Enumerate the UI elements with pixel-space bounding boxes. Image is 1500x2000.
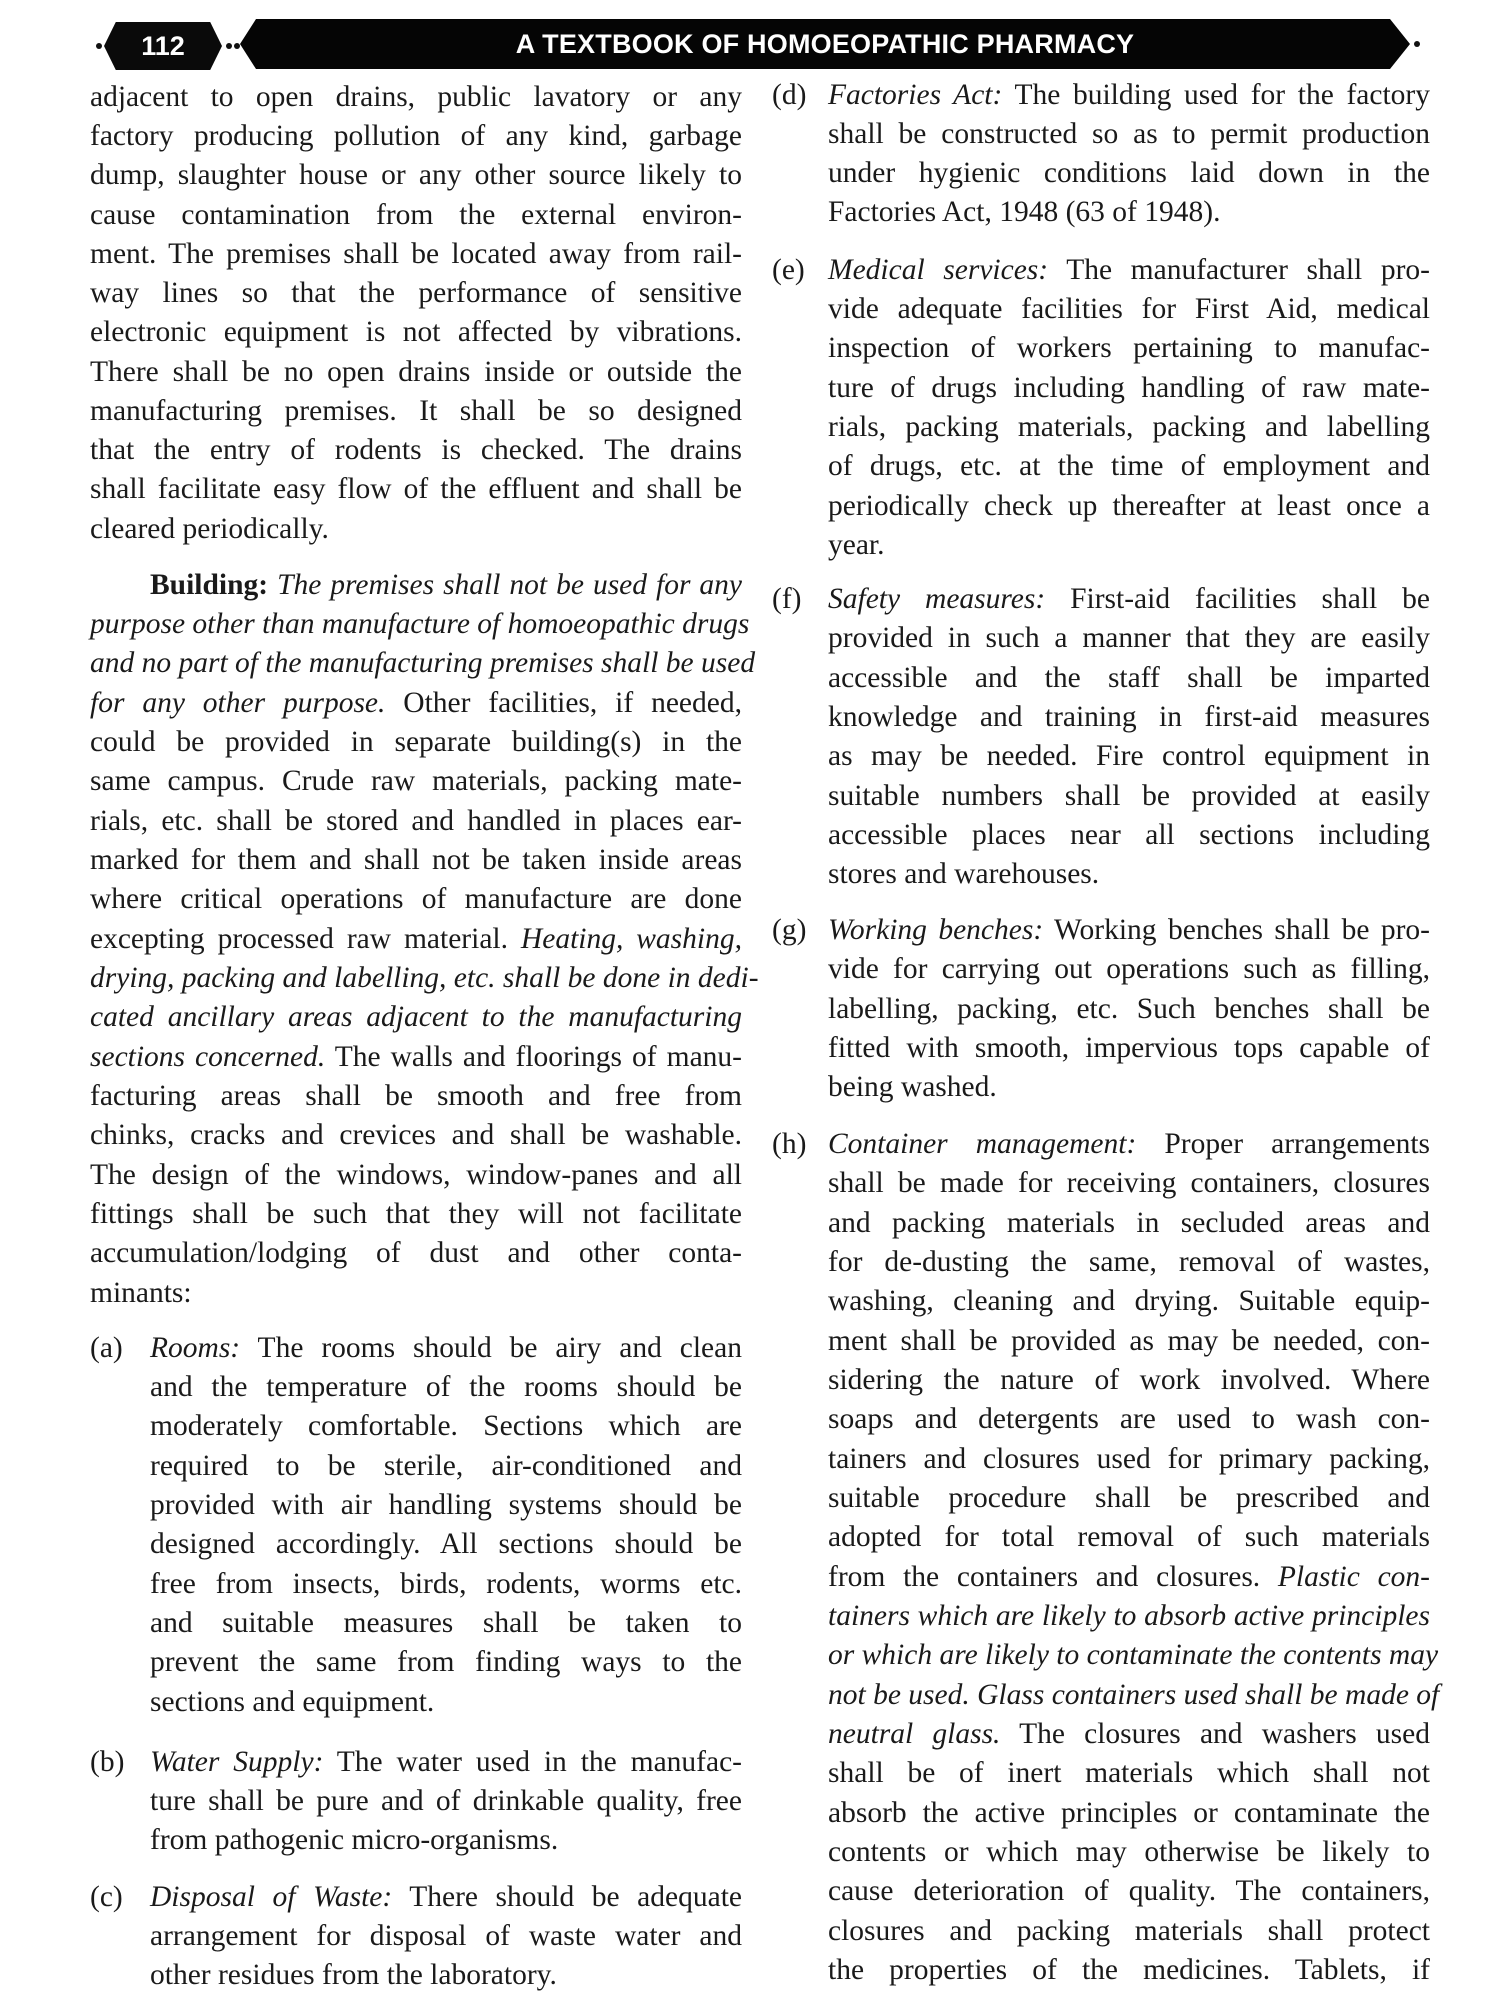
text-line: free from insects, birds, rodents, worms etc. bbox=[150, 1568, 742, 1600]
text-line: cause contamination from the external environ- bbox=[90, 199, 742, 231]
item-title: Safety measures: bbox=[828, 583, 1046, 615]
text-line: and packing materials in secluded areas and bbox=[828, 1207, 1430, 1239]
running-title: A TEXTBOOK OF HOMOEOPATHIC PHARMACY bbox=[515, 29, 1135, 59]
text-line: arrangement for disposal of waste water and bbox=[150, 1920, 742, 1952]
item-title: Rooms: bbox=[150, 1332, 241, 1364]
text-line: Medical services: The manufacturer shall pro- bbox=[828, 254, 1430, 286]
text-line: tainers which are likely to absorb active principles bbox=[828, 1600, 1430, 1632]
text-line: vide for carrying out operations such as filling, bbox=[828, 953, 1430, 985]
text-line: from the containers and closures. Plastic con- bbox=[828, 1561, 1430, 1593]
text-line: sections concerned. The walls and floorings of manu- bbox=[90, 1041, 742, 1073]
text-line: accumulation/lodging of dust and other conta- bbox=[90, 1237, 742, 1269]
item-title: Factories Act: bbox=[828, 79, 1003, 111]
text-line: chinks, cracks and crevices and shall be washable. bbox=[90, 1119, 742, 1151]
text-line: adjacent to open drains, public lavatory or any bbox=[90, 81, 742, 113]
text-line: closures and packing materials shall protect bbox=[828, 1915, 1430, 1947]
header-dot-left bbox=[96, 43, 102, 49]
text-line: neutral glass. The closures and washers used bbox=[828, 1718, 1430, 1750]
text-line: purpose other than manufacture of homoeopathic drugs bbox=[90, 608, 750, 640]
text-line: where critical operations of manufacture are done bbox=[90, 883, 742, 915]
list-label: (f) bbox=[772, 583, 802, 615]
text-line: that the entry of rodents is checked. The drains bbox=[90, 434, 742, 466]
text-line: inspection of workers pertaining to manufac- bbox=[828, 332, 1430, 364]
text-line: shall be of inert materials which shall not bbox=[828, 1757, 1430, 1789]
item-title: Water Supply: bbox=[150, 1746, 324, 1778]
text-line: Disposal of Waste: There should be adequate bbox=[150, 1881, 743, 1913]
text-line: prevent the same from finding ways to the bbox=[150, 1646, 742, 1678]
text-line: suitable procedure shall be prescribed and bbox=[828, 1482, 1430, 1514]
text-line: rials, etc. shall be stored and handled in places ear- bbox=[90, 805, 742, 837]
text-line: moderately comfortable. Sections which are bbox=[150, 1410, 742, 1442]
item-title: Working benches: bbox=[828, 914, 1044, 946]
text-line: minants: bbox=[90, 1277, 192, 1309]
text-line: and no part of the manufacturing premises shall be used bbox=[90, 647, 756, 679]
item-title: Container management: bbox=[828, 1128, 1137, 1160]
text-line: the properties of the medicines. Tablets, if bbox=[828, 1954, 1430, 1986]
text-line: ment. The premises shall be located away from rail- bbox=[90, 238, 742, 270]
text-line: for de-dusting the same, removal of wastes, bbox=[828, 1246, 1430, 1278]
text-line: absorb the active principles or contaminate the bbox=[828, 1797, 1430, 1829]
text-line: Factories Act, 1948 (63 of 1948). bbox=[828, 196, 1221, 228]
list-label: (g) bbox=[772, 914, 807, 946]
text-line: marked for them and shall not be taken inside areas bbox=[90, 844, 742, 876]
list-label: (d) bbox=[772, 79, 807, 111]
text-line: factory producing pollution of any kind, garbage bbox=[90, 120, 742, 152]
text-line: washing, cleaning and drying. Suitable equip- bbox=[828, 1285, 1430, 1317]
text-line: labelling, packing, etc. Such benches shall be bbox=[828, 993, 1430, 1025]
item-title: Medical services: bbox=[828, 254, 1049, 286]
page-number: 112 bbox=[141, 31, 185, 61]
text-line: sections and equipment. bbox=[150, 1686, 435, 1718]
text-line: required to be sterile, air-conditioned and bbox=[150, 1450, 742, 1482]
text-line: provided in such a manner that they are easily bbox=[828, 622, 1430, 654]
text-line: dump, slaughter house or any other source likely to bbox=[90, 159, 742, 191]
text-line: knowledge and training in first-aid measures bbox=[828, 701, 1430, 733]
list-label: (a) bbox=[90, 1332, 123, 1364]
text-line: designed accordingly. All sections should be bbox=[150, 1528, 742, 1560]
text-line: being washed. bbox=[828, 1071, 997, 1103]
text-line: or which are likely to contaminate the contents may bbox=[828, 1639, 1439, 1671]
item-title: Disposal of Waste: bbox=[150, 1881, 393, 1913]
text-line: fittings shall be such that they will not facilitate bbox=[90, 1198, 742, 1230]
text-line: contents or which may otherwise be likely to bbox=[828, 1836, 1430, 1868]
text-line: Water Supply: The water used in the manufac- bbox=[150, 1746, 742, 1778]
text-line: adopted for total removal of such materials bbox=[828, 1521, 1430, 1553]
text-line: shall facilitate easy flow of the effluent and shall be bbox=[90, 473, 742, 505]
text-line: cated ancillary areas adjacent to the manufacturing bbox=[90, 1001, 742, 1033]
text-line: electronic equipment is not affected by vibrations. bbox=[90, 316, 742, 348]
text-line: Working benches: Working benches shall be pro- bbox=[828, 914, 1430, 946]
text-line: manufacturing premises. It shall be so designed bbox=[90, 395, 742, 427]
building-heading: Building: bbox=[150, 569, 269, 601]
text-line: way lines so that the performance of sensitive bbox=[90, 277, 742, 309]
text-line: accessible places near all sections including bbox=[828, 819, 1430, 851]
text-line: fitted with smooth, impervious tops capable of bbox=[828, 1032, 1430, 1064]
text-line: cause deterioration of quality. The containers, bbox=[828, 1875, 1430, 1907]
text-line: excepting processed raw material. Heating, washing, bbox=[90, 923, 742, 955]
text-line: accessible and the staff shall be imparted bbox=[828, 662, 1430, 694]
text-line: provided with air handling systems should be bbox=[150, 1489, 742, 1521]
text-line: suitable numbers shall be provided at easily bbox=[828, 780, 1430, 812]
text-line: The design of the windows, window-panes and all bbox=[90, 1159, 742, 1191]
list-label: (e) bbox=[772, 254, 805, 286]
text-line: periodically check up thereafter at least once a bbox=[828, 490, 1430, 522]
text-line: and the temperature of the rooms should be bbox=[150, 1371, 742, 1403]
list-label: (b) bbox=[90, 1746, 125, 1778]
text-line: soaps and detergents are used to wash con- bbox=[828, 1403, 1430, 1435]
text-line: other residues from the laboratory. bbox=[150, 1959, 557, 1991]
text-line: vide adequate facilities for First Aid, medical bbox=[828, 293, 1430, 325]
text-line: tainers and closures used for primary packing, bbox=[828, 1443, 1430, 1475]
text-line: cleared periodically. bbox=[90, 513, 329, 545]
text-line: rials, packing materials, packing and labelling bbox=[828, 411, 1430, 443]
header-dot-right bbox=[1414, 41, 1420, 47]
text-line: ture of drugs including handling of raw mate- bbox=[828, 372, 1430, 404]
text-line: of drugs, etc. at the time of employment and bbox=[828, 450, 1430, 482]
text-line: as may be needed. Fire control equipment in bbox=[828, 740, 1430, 772]
text-line: ment shall be provided as may be needed, con- bbox=[828, 1325, 1430, 1357]
header-dot-mid-1 bbox=[226, 43, 232, 49]
text-line: facturing areas shall be smooth and free from bbox=[90, 1080, 742, 1112]
text-line: Building: The premises shall not be used for any bbox=[150, 569, 743, 601]
text-line: Rooms: The rooms should be airy and clean bbox=[150, 1332, 742, 1364]
text-line: year. bbox=[828, 529, 885, 561]
text-line: and suitable measures shall be taken to bbox=[150, 1607, 742, 1639]
text-line: drying, packing and labelling, etc. shall be done in dedi- bbox=[90, 962, 759, 994]
text-line: under hygienic conditions laid down in the bbox=[828, 157, 1430, 189]
text-line: same campus. Crude raw materials, packing mate- bbox=[90, 765, 742, 797]
text-line: shall be made for receiving containers, closures bbox=[828, 1167, 1430, 1199]
text-line: stores and warehouses. bbox=[828, 858, 1100, 890]
text-line: Safety measures: First-aid facilities shall be bbox=[828, 583, 1430, 615]
text-line: could be provided in separate building(s) in the bbox=[90, 726, 742, 758]
text-line: shall be constructed so as to permit production bbox=[828, 118, 1430, 150]
text-line: from pathogenic micro-organisms. bbox=[150, 1824, 559, 1856]
text-line: for any other purpose. Other facilities, if needed, bbox=[90, 687, 742, 719]
list-label: (c) bbox=[90, 1881, 123, 1913]
text-line: There shall be no open drains inside or outside the bbox=[90, 356, 742, 388]
list-label: (h) bbox=[772, 1128, 807, 1160]
text-line: ture shall be pure and of drinkable quality, free bbox=[150, 1785, 742, 1817]
text-line: Container management: Proper arrangements bbox=[828, 1128, 1430, 1160]
text-line: not be used. Glass containers used shall be made of bbox=[828, 1679, 1440, 1711]
text-line: sidering the nature of work involved. Where bbox=[828, 1364, 1430, 1396]
text-line: Factories Act: The building used for the factory bbox=[828, 79, 1430, 111]
